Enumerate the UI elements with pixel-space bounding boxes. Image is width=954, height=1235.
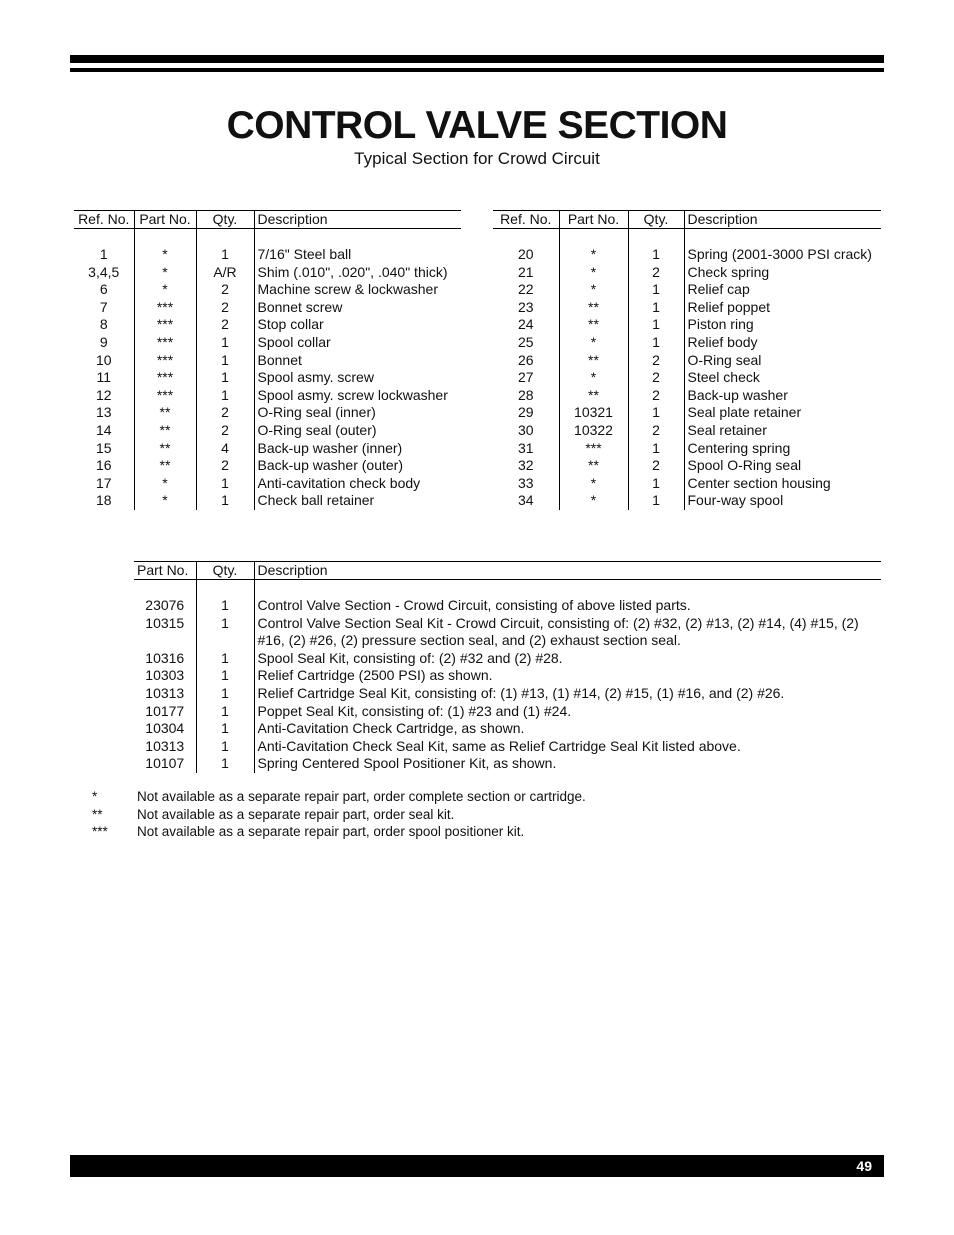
ref-no-cell: 17 xyxy=(95,474,112,491)
table-row xyxy=(493,246,881,264)
part-no-cell: 10304 xyxy=(145,720,185,737)
qty-cell: 1 xyxy=(196,615,254,650)
header-rule-thick xyxy=(70,55,884,63)
table-row xyxy=(134,685,881,703)
table-row xyxy=(493,334,881,352)
description-cell: Machine screw & lockwasher xyxy=(254,281,461,299)
part-no-cell: 10315 xyxy=(145,614,185,631)
description-cell: Seal retainer xyxy=(684,422,881,440)
description-cell: Relief body xyxy=(684,334,881,352)
col-part-no: Part No. xyxy=(134,211,196,229)
table-row xyxy=(74,475,461,493)
qty-cell: 1 xyxy=(196,755,254,773)
qty-cell: 2 xyxy=(628,264,684,282)
spacer-cell xyxy=(628,229,684,247)
description-cell: O-Ring seal (outer) xyxy=(254,422,461,440)
part-no-cell: * xyxy=(559,334,628,352)
ref-no-cell: 30 xyxy=(517,421,534,438)
table-row xyxy=(493,492,881,510)
ref-no-cell: 29 xyxy=(517,404,534,421)
part-no-cell: 10313 xyxy=(145,684,185,701)
table-row xyxy=(493,440,881,458)
qty-cell: 1 xyxy=(196,246,254,264)
part-no-cell: *** xyxy=(134,352,196,370)
ref-no-cell: 27 xyxy=(517,369,534,386)
spacer-row xyxy=(134,580,881,598)
spacer-row xyxy=(493,229,881,247)
ref-no-cell: 16 xyxy=(95,457,112,474)
col-qty: Qty. xyxy=(196,562,254,580)
part-no-cell: *** xyxy=(134,369,196,387)
footnote-text: Not available as a separate repair part, order complete section or cartridge. xyxy=(137,789,586,804)
table-row xyxy=(74,404,461,422)
table-row xyxy=(493,475,881,493)
description-cell: Back-up washer (outer) xyxy=(254,457,461,475)
part-no-cell: ** xyxy=(134,404,196,422)
spacer-cell xyxy=(134,229,196,247)
ref-no-cell: 8 xyxy=(99,316,108,333)
ref-no-cell: 12 xyxy=(95,386,112,403)
qty-cell: 2 xyxy=(628,387,684,405)
part-no-cell: ** xyxy=(134,457,196,475)
table-row xyxy=(493,387,881,405)
qty-cell: 1 xyxy=(196,334,254,352)
ref-no-cell: 11 xyxy=(96,369,112,386)
part-no-cell: ** xyxy=(559,299,628,317)
table-row xyxy=(74,369,461,387)
qty-cell: 1 xyxy=(196,650,254,668)
spacer-cell xyxy=(493,229,559,247)
description-cell: Four-way spool xyxy=(684,492,881,510)
col-qty: Qty. xyxy=(196,211,254,229)
table-row xyxy=(134,720,881,738)
description-cell: Spool asmy. screw xyxy=(254,369,461,387)
table-row xyxy=(134,615,881,650)
ref-no-cell: 23 xyxy=(517,298,534,315)
spacer-cell xyxy=(196,229,254,247)
footnote-text: Not available as a separate repair part, order seal kit. xyxy=(137,806,455,822)
description-cell: Relief Cartridge (2500 PSI) as shown. xyxy=(254,667,881,685)
part-no-cell: 10321 xyxy=(559,404,628,422)
description-cell: Seal plate retainer xyxy=(684,404,881,422)
qty-cell: 1 xyxy=(628,404,684,422)
description-cell: Steel check xyxy=(684,369,881,387)
qty-cell: 1 xyxy=(196,685,254,703)
spacer-cell xyxy=(684,229,881,247)
part-no-cell: *** xyxy=(134,334,196,352)
ref-no-cell: 6 xyxy=(99,281,108,298)
part-no-cell: *** xyxy=(134,316,196,334)
qty-cell: 2 xyxy=(196,299,254,317)
ref-no-cell: 7 xyxy=(99,298,108,315)
ref-no-cell: 25 xyxy=(517,333,534,350)
ref-no-cell: 9 xyxy=(99,333,108,350)
description-cell: Back-up washer (inner) xyxy=(254,440,461,458)
part-no-cell: ** xyxy=(559,457,628,475)
ref-no-cell: 28 xyxy=(517,386,534,403)
footnotes xyxy=(82,788,586,841)
page-subtitle: Typical Section for Crowd Circuit xyxy=(354,149,600,168)
kits-table xyxy=(134,561,881,773)
part-no-cell: ** xyxy=(559,387,628,405)
qty-cell: 1 xyxy=(628,316,684,334)
table-row xyxy=(134,703,881,721)
part-no-cell: *** xyxy=(559,440,628,458)
description-cell: Spool O-Ring seal xyxy=(684,457,881,475)
part-no-cell: * xyxy=(559,281,628,299)
footnote-symbol: *** xyxy=(92,824,108,839)
qty-cell: 1 xyxy=(196,492,254,510)
page-number: 49 xyxy=(856,1158,872,1174)
part-no-cell: * xyxy=(559,475,628,493)
ref-no-cell: 22 xyxy=(517,281,534,298)
description-cell: Bonnet screw xyxy=(254,299,461,317)
description-cell: Control Valve Section - Crowd Circuit, consisting of above listed parts. xyxy=(254,597,881,615)
part-no-cell: 10322 xyxy=(559,422,628,440)
part-no-cell: * xyxy=(134,281,196,299)
part-no-cell: * xyxy=(559,369,628,387)
table-row xyxy=(134,738,881,756)
table-header-row xyxy=(493,211,881,229)
ref-no-cell: 26 xyxy=(517,351,534,368)
ref-no-cell: 32 xyxy=(517,457,534,474)
table-row xyxy=(493,404,881,422)
table-row xyxy=(74,387,461,405)
description-cell: O-Ring seal xyxy=(684,352,881,370)
qty-cell: 1 xyxy=(628,440,684,458)
ref-no-cell: 34 xyxy=(517,492,534,509)
qty-cell: 1 xyxy=(628,299,684,317)
qty-cell: 2 xyxy=(628,352,684,370)
footnote xyxy=(82,806,586,824)
table-row xyxy=(493,264,881,282)
col-ref-no: Ref. No. xyxy=(493,211,559,229)
qty-cell: 1 xyxy=(196,720,254,738)
spacer-cell xyxy=(74,229,134,247)
part-no-cell: ** xyxy=(134,440,196,458)
ref-no-cell: 10 xyxy=(95,351,112,368)
part-no-cell: ** xyxy=(559,316,628,334)
qty-cell: 1 xyxy=(196,597,254,615)
footnote-text: Not available as a separate repair part, order spool positioner kit. xyxy=(137,824,525,839)
description-cell: O-Ring seal (inner) xyxy=(254,404,461,422)
col-description: Description xyxy=(684,211,881,229)
table-row xyxy=(493,422,881,440)
qty-cell: 4 xyxy=(196,440,254,458)
table-header-row xyxy=(134,562,881,580)
ref-no-cell: 18 xyxy=(95,492,112,509)
description-cell: Center section housing xyxy=(684,475,881,493)
col-description: Description xyxy=(254,211,461,229)
part-no-cell: ** xyxy=(134,422,196,440)
description-cell: Control Valve Section Seal Kit - Crowd Circuit, consisting of: (2) #32, (2) #13, (2) #14, (4) #15, (2) #16, (2) #26, (2) pressure section seal, and (2) exhaust section seal. xyxy=(254,615,881,650)
qty-cell: 1 xyxy=(628,281,684,299)
ref-no-cell: 13 xyxy=(95,404,112,421)
footnote xyxy=(82,823,586,841)
spacer-cell xyxy=(254,580,881,598)
part-no-cell: *** xyxy=(134,387,196,405)
table-row xyxy=(74,264,461,282)
col-ref-no: Ref. No. xyxy=(74,211,134,229)
qty-cell: 1 xyxy=(196,703,254,721)
part-no-cell: 10107 xyxy=(145,755,185,772)
description-cell: Anti-cavitation check body xyxy=(254,475,461,493)
table-row xyxy=(74,422,461,440)
ref-no-cell: 14 xyxy=(95,421,112,438)
part-no-cell: * xyxy=(134,264,196,282)
qty-cell: 2 xyxy=(196,281,254,299)
page-title: CONTROL VALVE SECTION xyxy=(226,104,728,147)
footnote-symbol: * xyxy=(92,789,98,804)
parts-table-right xyxy=(493,210,881,510)
table-row xyxy=(493,299,881,317)
ref-no-cell: 31 xyxy=(517,439,534,456)
part-no-cell: 10303 xyxy=(145,667,185,684)
qty-cell: 2 xyxy=(196,422,254,440)
table-row xyxy=(74,457,461,475)
part-no-cell: * xyxy=(559,246,628,264)
description-cell: Spool collar xyxy=(254,334,461,352)
qty-cell: 2 xyxy=(628,369,684,387)
table-row xyxy=(74,334,461,352)
qty-cell: 1 xyxy=(196,738,254,756)
ref-no-cell: 1 xyxy=(99,246,108,262)
ref-no-cell: 24 xyxy=(517,316,534,333)
description-cell: Relief Cartridge Seal Kit, consisting of: (1) #13, (1) #14, (2) #15, (1) #16, and (2) #26. xyxy=(254,685,881,703)
spacer-cell xyxy=(254,229,461,247)
qty-cell: 1 xyxy=(628,334,684,352)
table-row xyxy=(74,299,461,317)
part-no-cell: * xyxy=(134,492,196,510)
part-no-cell: * xyxy=(134,475,196,493)
description-cell: Piston ring xyxy=(684,316,881,334)
description-cell: 7/16" Steel ball xyxy=(254,246,461,264)
table-row xyxy=(493,352,881,370)
qty-cell: 1 xyxy=(628,246,684,264)
qty-cell: 2 xyxy=(196,457,254,475)
description-cell: Spring Centered Spool Positioner Kit, as shown. xyxy=(254,755,881,773)
ref-no-cell: 33 xyxy=(517,474,534,491)
table-row xyxy=(493,316,881,334)
header-rule-thin xyxy=(70,68,884,72)
description-cell: Check spring xyxy=(684,264,881,282)
col-description: Description xyxy=(254,562,881,580)
part-no-cell: * xyxy=(134,246,196,264)
description-cell: Shim (.010", .020", .040" thick) xyxy=(254,264,461,282)
qty-cell: 1 xyxy=(628,475,684,493)
spacer-cell xyxy=(134,580,196,598)
part-no-cell: *** xyxy=(134,299,196,317)
part-no-cell: 10313 xyxy=(145,737,185,754)
description-cell: Anti-Cavitation Check Seal Kit, same as Relief Cartridge Seal Kit listed above. xyxy=(254,738,881,756)
part-no-cell: * xyxy=(559,492,628,510)
spacer-row xyxy=(74,229,461,247)
description-cell: Back-up washer xyxy=(684,387,881,405)
ref-no-cell: 20 xyxy=(517,246,534,262)
description-cell: Check ball retainer xyxy=(254,492,461,510)
qty-cell: 1 xyxy=(196,475,254,493)
table-row xyxy=(493,369,881,387)
table-row xyxy=(493,281,881,299)
col-part-no: Part No. xyxy=(559,211,628,229)
table-row xyxy=(74,316,461,334)
qty-cell: 1 xyxy=(196,352,254,370)
table-header-row xyxy=(74,211,461,229)
footnote xyxy=(82,788,586,806)
table-row xyxy=(493,457,881,475)
part-no-cell: 23076 xyxy=(145,597,185,613)
description-cell: Relief cap xyxy=(684,281,881,299)
description-cell: Spool asmy. screw lockwasher xyxy=(254,387,461,405)
table-row xyxy=(134,650,881,668)
qty-cell: 2 xyxy=(196,404,254,422)
footnote-symbol: ** xyxy=(92,806,103,822)
qty-cell: 1 xyxy=(196,667,254,685)
ref-no-cell: 15 xyxy=(95,439,112,456)
table-row xyxy=(74,281,461,299)
table-row xyxy=(74,352,461,370)
table-row xyxy=(134,755,881,773)
spacer-cell xyxy=(559,229,628,247)
qty-cell: 2 xyxy=(196,316,254,334)
table-row xyxy=(74,246,461,264)
description-cell: Anti-Cavitation Check Cartridge, as shown. xyxy=(254,720,881,738)
description-cell: Stop collar xyxy=(254,316,461,334)
qty-cell: 1 xyxy=(628,492,684,510)
part-no-cell: * xyxy=(559,264,628,282)
ref-no-cell: 21 xyxy=(517,263,534,280)
part-no-cell: ** xyxy=(559,352,628,370)
qty-cell: 1 xyxy=(196,369,254,387)
col-part-no: Part No. xyxy=(134,562,196,580)
qty-cell: 2 xyxy=(628,457,684,475)
part-no-cell: 10316 xyxy=(145,649,185,666)
spacer-cell xyxy=(196,580,254,598)
table-row xyxy=(74,492,461,510)
table-row xyxy=(74,440,461,458)
description-cell: Spool Seal Kit, consisting of: (2) #32 and (2) #28. xyxy=(254,650,881,668)
description-cell: Poppet Seal Kit, consisting of: (1) #23 and (1) #24. xyxy=(254,703,881,721)
description-cell: Bonnet xyxy=(254,352,461,370)
table-row xyxy=(134,597,881,615)
footer-bar xyxy=(70,1155,884,1177)
parts-table-left xyxy=(74,210,461,510)
description-cell: Centering spring xyxy=(684,440,881,458)
description-cell: Spring (2001-3000 PSI crack) xyxy=(684,246,881,264)
ref-no-cell: 3,4,5 xyxy=(88,263,120,280)
col-qty: Qty. xyxy=(628,211,684,229)
table-row xyxy=(134,667,881,685)
qty-cell: 2 xyxy=(628,422,684,440)
qty-cell: A/R xyxy=(196,264,254,282)
qty-cell: 1 xyxy=(196,387,254,405)
description-cell: Relief poppet xyxy=(684,299,881,317)
part-no-cell: 10177 xyxy=(145,702,185,719)
